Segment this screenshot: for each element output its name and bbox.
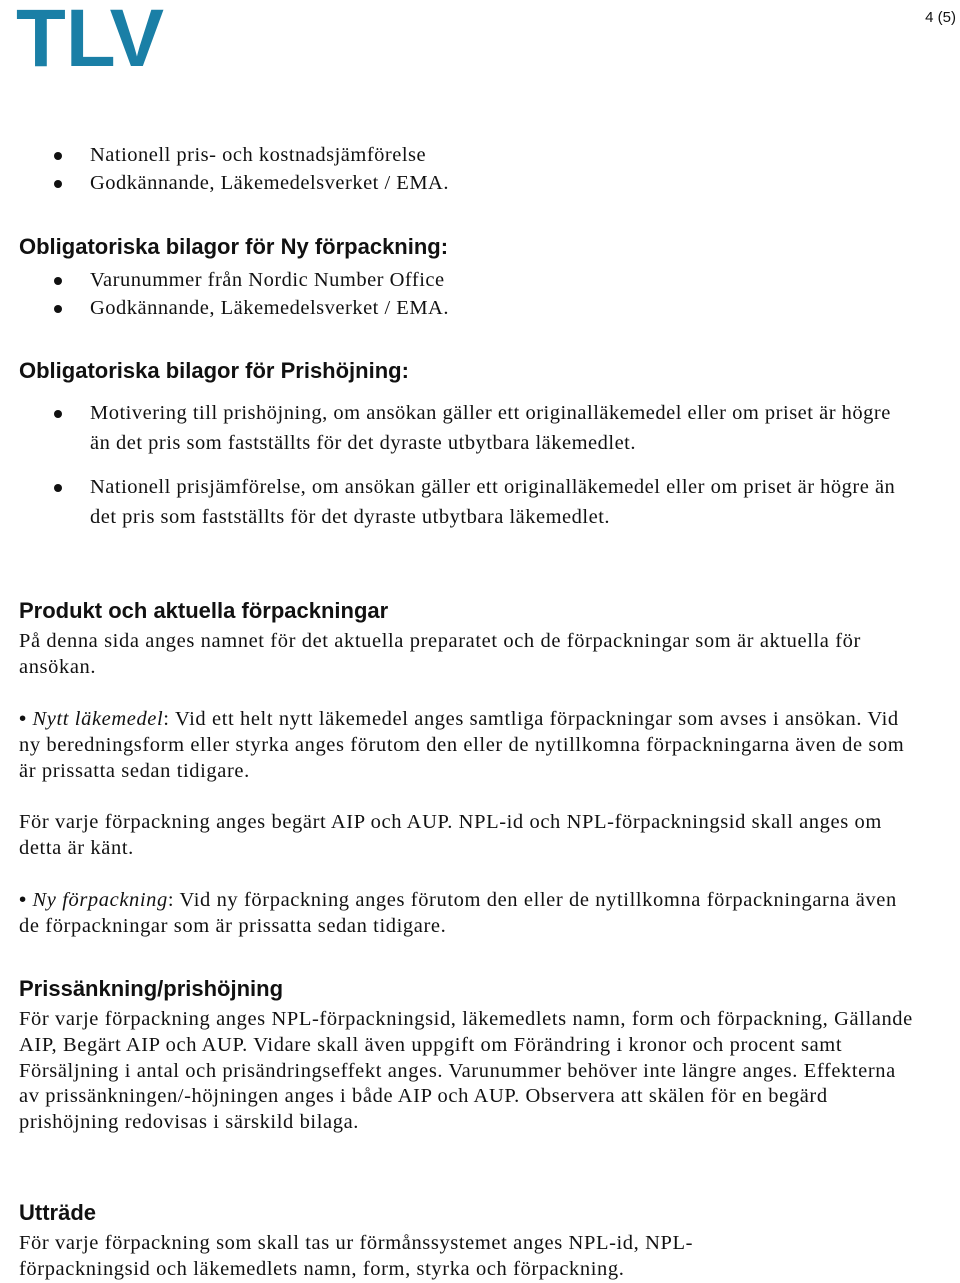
list-item xyxy=(0,295,910,323)
heading-price-change: Prissänkning/prishöjning xyxy=(19,976,284,1001)
new-drug-term: Nytt läkemedel xyxy=(32,708,164,730)
bullet-icon: • xyxy=(19,707,27,730)
products-intro-text: På denna sida anges namnet för det aktuella preparatet och de förpackningar som är aktuella för ansökan. xyxy=(19,630,861,678)
list-item-text: Motivering till prishöjning, om ansökan gäller ett originalläkemedel eller om priset är högre än det pris som fastställts för det dyraste utbytbara läkemedlet. xyxy=(90,402,891,454)
new-package-term: Ny förpackning xyxy=(32,889,168,911)
bullet-icon xyxy=(54,277,62,285)
heading-withdrawal: Utträde xyxy=(19,1200,97,1225)
list-item xyxy=(0,142,910,170)
new-drug-paragraph xyxy=(19,706,919,784)
list-item xyxy=(0,472,910,532)
list-item xyxy=(0,170,910,198)
logo-text: TLV xyxy=(16,4,165,72)
page-number: 4 (5) xyxy=(925,9,956,26)
price-increase-attachment-list xyxy=(0,398,910,546)
new-package-attachment-list xyxy=(0,267,910,322)
bullet-icon xyxy=(54,152,62,160)
bullet-icon xyxy=(54,484,62,492)
intro-attachment-list xyxy=(0,142,910,197)
list-item-text: Varunummer från Nordic Number Office xyxy=(90,269,445,291)
list-item-text: Godkännande, Läkemedelsverket / EMA. xyxy=(90,171,449,194)
new-drug-text: : Vid ett helt nytt läkemedel anges samtliga förpackningar som avses i ansökan. Vid ny beredningsform eller styrka anges förutom den eller de nytillkomna förpackningarna även de som är prissatta sedan tidigare. xyxy=(19,708,905,782)
aip-aup-paragraph: För varje förpackning anges begärt AIP och AUP. NPL-id och NPL-förpackningsid skall anges om detta är känt. xyxy=(19,811,882,859)
bullet-icon: • xyxy=(19,888,27,911)
tlv-logo xyxy=(16,4,166,72)
list-item-text: Nationell pris- och kostnadsjämförelse xyxy=(90,144,427,166)
bullet-icon xyxy=(54,410,62,418)
list-item xyxy=(0,398,910,458)
heading-new-package: Obligatoriska bilagor för Ny förpackning: xyxy=(19,234,449,259)
new-package-paragraph xyxy=(19,887,919,940)
heading-products: Produkt och aktuella förpackningar xyxy=(19,598,389,623)
list-item-text: Godkännande, Läkemedelsverket / EMA. xyxy=(90,296,449,319)
new-package-text: : Vid ny förpackning anges förutom den eller de nytillkomna förpackningarna även de förpackningar som är prissatta sedan tidigare. xyxy=(19,889,897,937)
bullet-icon xyxy=(54,180,62,188)
bullet-icon xyxy=(54,305,62,313)
list-item xyxy=(0,267,910,295)
price-change-text: För varje förpackning anges NPL-förpackningsid, läkemedlets namn, form och förpackning, Gällande AIP, Begärt AIP och AUP. Vidare skall även uppgift om Förändring i kronor och procent samt Försäljning i antal och prisändringseffekt anges. Varunummer behöver inte längre anges. Effekterna av prissänkningen/-höjningen anges i både AIP och AUP. Observera att skälen för en begärd prishöjning redovisas i särskild bilaga. xyxy=(19,1008,913,1134)
withdrawal-text: För varje förpackning som skall tas ur förmånssystemet anges NPL-id, NPL-förpackningsid och läkemedlets namn, form, styrka och förpackning. xyxy=(19,1232,694,1280)
heading-price-increase: Obligatoriska bilagor för Prishöjning: xyxy=(19,358,409,383)
list-item-text: Nationell prisjämförelse, om ansökan gäller ett originalläkemedel eller om priset är högre än det pris som fastställts för det dyraste utbytbara läkemedlet. xyxy=(90,476,896,528)
